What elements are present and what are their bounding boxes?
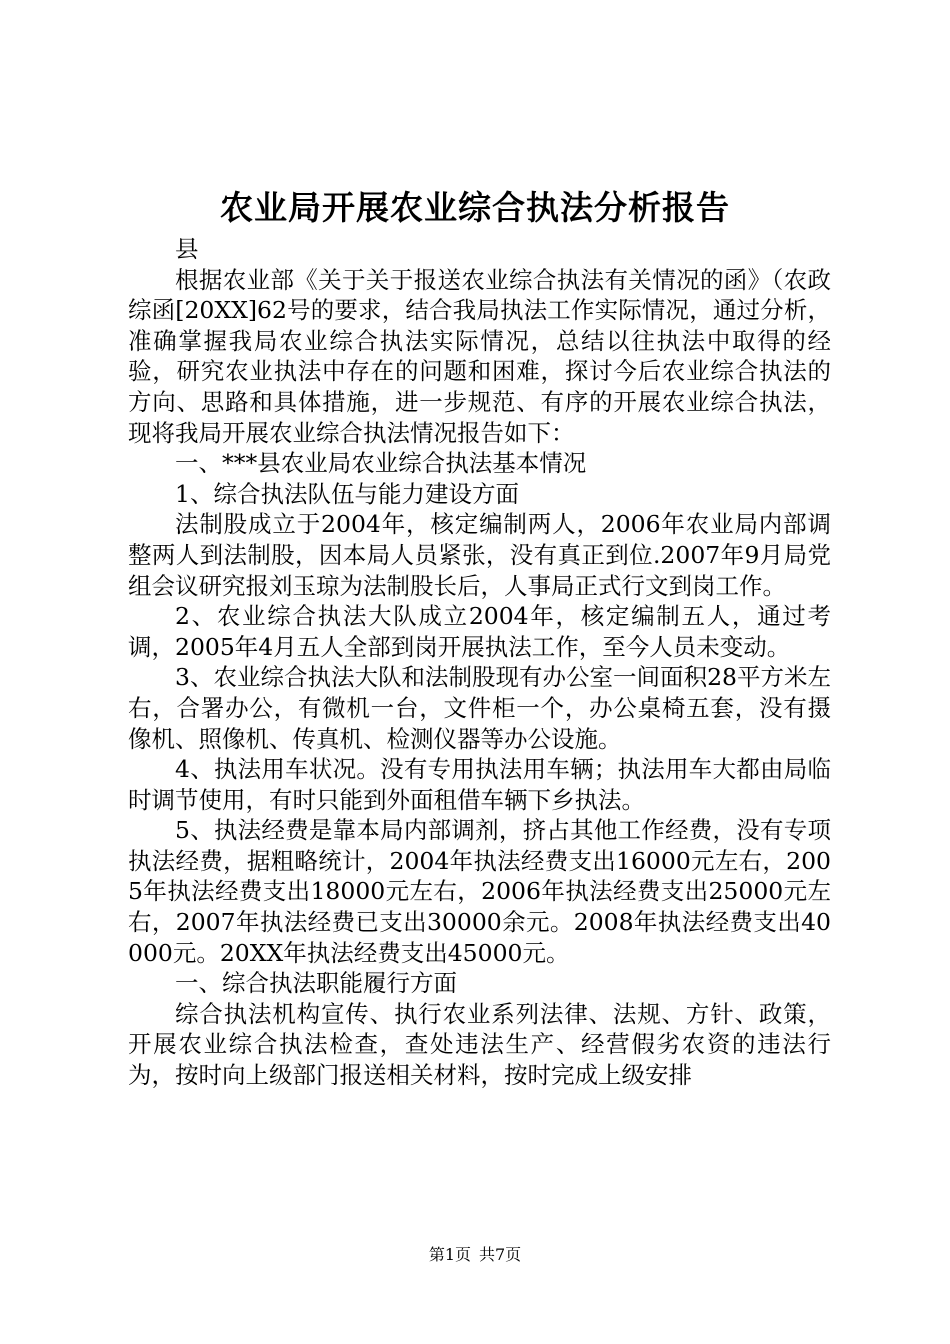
document-body bbox=[128, 234, 831, 1091]
heading-basic-situation: 一、***县农业局农业综合执法基本情况 bbox=[175, 449, 587, 478]
page-total: 共7页 bbox=[479, 1245, 522, 1264]
paragraph-legal-section: 法制股成立于2004年，核定编制两人，2006年农业局内部调整两人到法制股，因本局人员紧张，没有真正到位.2007年9月局党组会议研究报刘玉琼为法制股长后，人事局正式行文到岗工作。 bbox=[128, 510, 831, 600]
page-footer bbox=[0, 1245, 950, 1265]
heading-duties: 一、综合执法职能履行方面 bbox=[175, 969, 457, 998]
paragraph-office: 3、农业综合执法大队和法制股现有办公室一间面积28平方米左右，合署办公，有微机一台，文件柜一个，办公桌椅五套，没有摄像机、照像机、传真机、检测仪器等办公设施。 bbox=[128, 663, 831, 753]
paragraph-intro: 根据农业部《关于关于报送农业综合执法有关情况的函》（农政综函[20XX]62号的要求，结合我局执法工作实际情况，通过分析，准确掌握我局农业综合执法实际情况，总结以往执法中取得的经验，研究农业执法中存在的问题和困难，探讨今后农业综合执法的方向、思路和具体措施，进一步规范、有序的开展农业综合执法，现将我局开展农业综合执法情况报告如下： bbox=[128, 265, 831, 447]
subheading-team-building: 1、综合执法队伍与能力建设方面 bbox=[175, 479, 519, 508]
document-title: 农业局开展农业综合执法分析报告 bbox=[220, 188, 730, 227]
paragraph-county: 县 bbox=[175, 235, 199, 263]
paragraph-funding: 5、执法经费是靠本局内部调剂，挤占其他工作经费，没有专项执法经费，据粗略统计，2004年执法经费支出16000元左右，2005年执法经费支出18000元左右，2006年执法经费支出25000元左右，2007年执法经费已支出30000余元。2008年执法经费支出40000元。20XX年执法经费支出45000元。 bbox=[128, 816, 831, 967]
paragraph-brigade: 2、农业综合执法大队成立2004年，核定编制五人，通过考调，2005年4月五人全部到岗开展执法工作，至今人员未变动。 bbox=[128, 602, 831, 661]
paragraph-vehicles: 4、执法用车状况。没有专用执法用车辆；执法用车大都由局临时调节使用，有时只能到外面租借车辆下乡执法。 bbox=[128, 755, 831, 814]
page-number: 第1页 bbox=[428, 1245, 471, 1264]
paragraph-duties: 综合执法机构宣传、执行农业系列法律、法规、方针、政策，开展农业综合执法检查，查处违法生产、经营假劣农资的违法行为，按时向上级部门报送相关材料，按时完成上级安排 bbox=[128, 999, 831, 1090]
